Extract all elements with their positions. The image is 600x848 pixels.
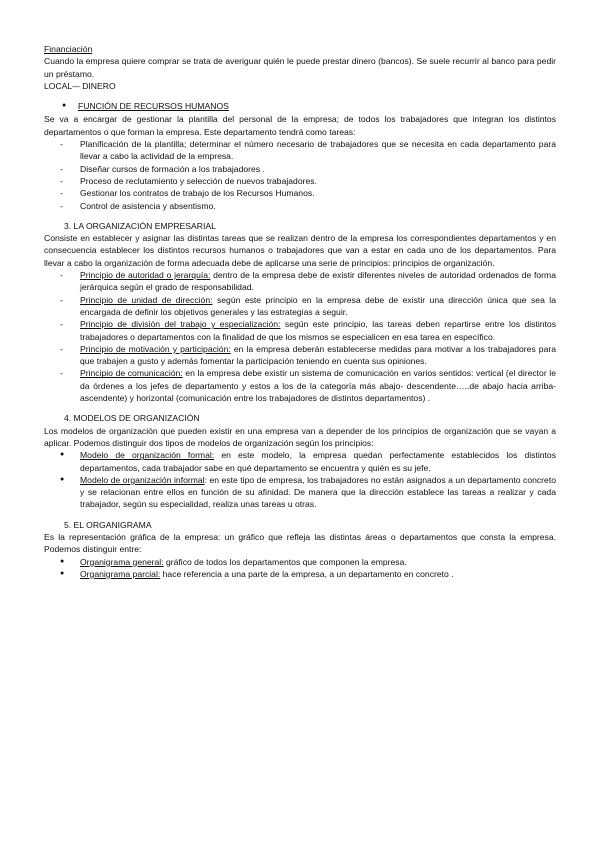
rrhh-task: - Planificación de la plantilla; determinar el número necesario de trabajadores que se necesita en cada departamento para llevar a cabo la actividad de la empresa. [44,138,556,163]
organigrama-title: 5. EL ORGANIGRAMA [64,519,152,530]
organigrama-list [44,556,556,581]
modelos-title: 4. MODELOS DE ORGANIZACIÓN [64,413,200,424]
principle-term: Principio de autoridad o jerarquía: [80,270,211,281]
modelo-text: : en este tipo de empresa, los trabajadores no están asignados a un departamento concreto y se relacionan entre ellos en función de su afinidad. De manera que la dirección establece las tareas a realizar y cada trabajador, según su especialidad, realiza unas tareas u otras. [80,474,556,510]
modelo-term: Modelo de organización formal: [80,450,215,461]
org-empresarial-title: 3. LA ORGANIZACIÓN EMPRESARIAL [64,220,216,231]
organigrama-item [44,556,556,568]
modelo-item [44,474,556,511]
principle-term: Principio de comunicación: [80,368,183,379]
modelos-list [44,449,556,510]
rrhh-task: - Diseñar cursos de formación a los trabajadores . [44,163,556,175]
principle-term: Principio de unidad de dirección: [80,294,213,305]
rrhh-title: FUNCIÓN DE RECURSOS HUMANOS [78,101,229,112]
principle-item [44,343,556,368]
principles-list [44,269,556,404]
rrhh-task: - Gestionar los contratos de trabajo de los Recursos Humanos. [44,187,556,199]
rrhh-task: - Control de asistencia y absentismo. [44,200,556,212]
principle-text: según este principio en la empresa debe de existir una dirección única que sea la encargada de definir los objetivos generales y las estrategias a seguir. [80,294,556,317]
rrhh-task: - Proceso de reclutamiento y selección de nuevos trabajadores. [44,175,556,187]
principle-text: según este principio, las tareas deben repartirse entre los distintos trabajadores o departamentos con la finalidad de que los mismos se especialicen en esa tarea en específico. [80,319,556,342]
principle-item [44,269,556,294]
modelo-text: en este modelo, la empresa quedan perfectamente establecidos los distintos departamentos, cada trabajador sabe en qué departamento se encuentra y quién es su jefe. [80,450,556,473]
financiacion-text: Cuando la empresa quiere comprar se trata de averiguar quién le puede prestar dinero (bancos). Se suele recurrir al banco para pedir un préstamo. [44,56,556,79]
organigrama-item [44,568,556,580]
modelos-intro: Los modelos de organización que pueden existir en una empresa van a depender de los principios de organización que se vayan a aplicar. Podemos distinguir dos tipos de modelos de organización según los principios: [44,425,556,448]
organigrama-text: hace referencia a una parte de la empresa, a un departamento en concreto . [160,568,454,579]
org-empresarial-intro: Consiste en establecer y asignar las distintas tareas que se realizan dentro de la empresa los correspondientes departamentos y en consecuencia establecer los distintos recursos humanos o trabajadores que van a estar en cada uno de los departamentos. Para llevar a cabo la organización de forma adecuada debe de aplicarse una serie de principios: principios de organización. [44,233,556,268]
principle-term: Principio de motivación y participación: [80,343,231,354]
document-page [44,43,556,580]
principle-text: dentro de la empresa debe de existir diferentes niveles de autoridad ordenados de forma jerárquica según el grado de responsabilidad. [80,270,556,293]
financiacion-title: Financiación [44,44,93,54]
organigrama-term: Organigrama parcial: [80,568,161,579]
principle-item [44,367,556,404]
rrhh-intro: Se va a encargar de gestionar la plantilla del personal de la empresa; de todos los trabajadores que integran los distintos departamentos o que forman la empresa. Este departamento tendrá como tareas: [44,114,556,137]
principle-text: en la empresa debe existir un sistema de comunicación en varios sentidos: vertical (el director le da órdenes a los jefes de departamento y estos a los de la categoría más abajo- descendente…..de abajo hacia arriba-ascendente) y horizontal (comunicación entre los trabajadores de distintos departamentos) . [80,368,556,404]
principle-text: en la empresa deberán establecerse medidas para motivar a los trabajadores para que trabajen a gusto y además fomentar la participación teniendo en cuenta sus opiniones. [80,343,556,367]
modelo-item [44,449,556,474]
organigrama-intro: Es la representación gráfica de la empresa: un gráfico que refleja las distintas áreas o departamentos que consta la empresa. Podemos distinguir entre: [44,531,556,555]
financiacion-local: LOCAL-– DINERO [44,80,116,91]
principle-item [44,294,556,319]
principle-item [44,318,556,343]
rrhh-heading [62,100,556,112]
rrhh-task-list [44,138,556,212]
organigrama-term: Organigrama general: [80,556,164,567]
principle-term: Principio de división del trabajo y especialización: [80,319,281,330]
modelo-term: Modelo de organización informal [80,474,205,485]
organigrama-text: gráfico de todos los departamentos que componen la empresa. [163,556,407,567]
